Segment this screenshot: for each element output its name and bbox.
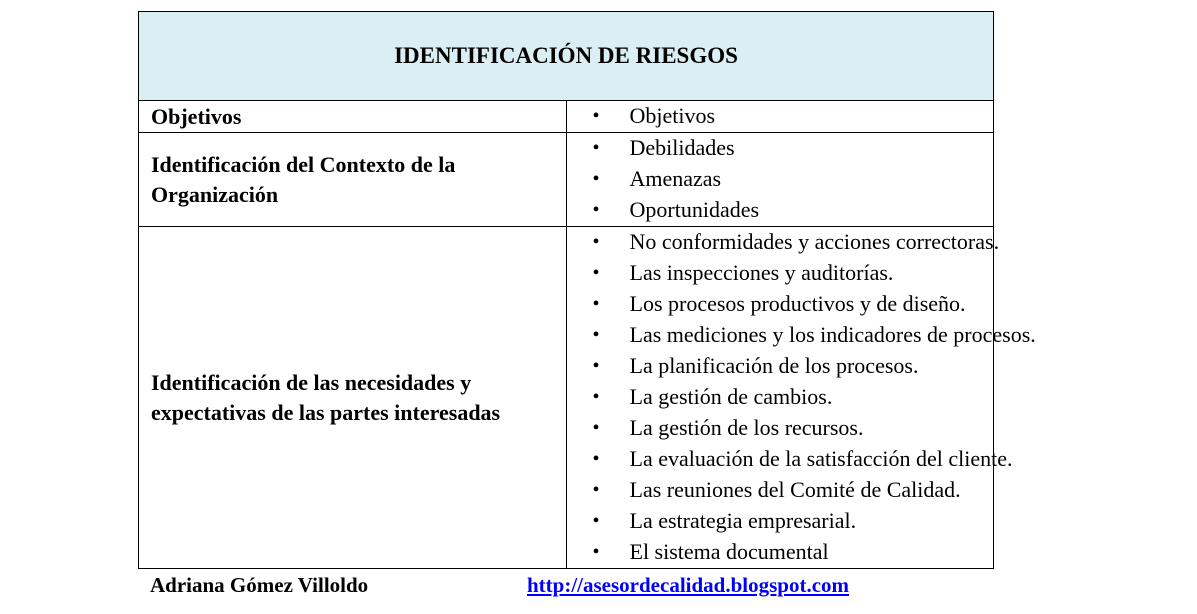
list-item: • Los procesos productivos y de diseño. [593,289,994,320]
list-item: • No conformidades y acciones correctoras. [593,227,994,258]
table-row [139,133,994,227]
table-row [139,101,994,133]
row-label-text: Identificación de las necesidades y expectativas de las partes interesadas [151,370,501,425]
risk-identification-table [138,11,1036,569]
list-item: • La evaluación de la satisfacción del cliente. [593,444,994,475]
list-item: • Amenazas [593,164,994,195]
bullet-list [567,133,994,226]
row-label-partes-interesadas [139,227,567,569]
list-item: • La estrategia empresarial. [593,506,994,537]
list-item: • La gestión de cambios. [593,382,994,413]
table-header-row [139,12,994,101]
list-item: • Debilidades [593,133,994,164]
row-items-contexto [566,133,994,227]
list-item: • La planificación de los procesos. [593,351,994,382]
table-row [139,227,994,569]
list-item: • El sistema documental [593,537,994,568]
list-item: • La gestión de los recursos. [593,413,994,444]
list-item: • Las inspecciones y auditorías. [593,258,994,289]
bullet-list [567,227,1036,568]
row-label-objetivos: Objetivos [139,101,567,133]
row-items-objetivos [566,101,994,133]
author-name: Adriana Gómez Villoldo [150,573,369,597]
list-item: • Objetivos [593,101,994,132]
list-item: • Oportunidades [593,195,994,226]
blog-link[interactable]: http://asesordecalidad.blogspot.com [527,573,850,597]
row-items-partes-interesadas [566,227,1036,569]
list-item: • Las mediciones y los indicadores de procesos. [593,320,994,351]
list-item: • Las reuniones del Comité de Calidad. [593,475,994,506]
row-label-text: Identificación del Contexto de la Organización [151,152,456,207]
row-label-contexto [139,133,567,227]
table-title: IDENTIFICACIÓN DE RIESGOS [139,12,994,101]
bullet-list [567,101,994,132]
